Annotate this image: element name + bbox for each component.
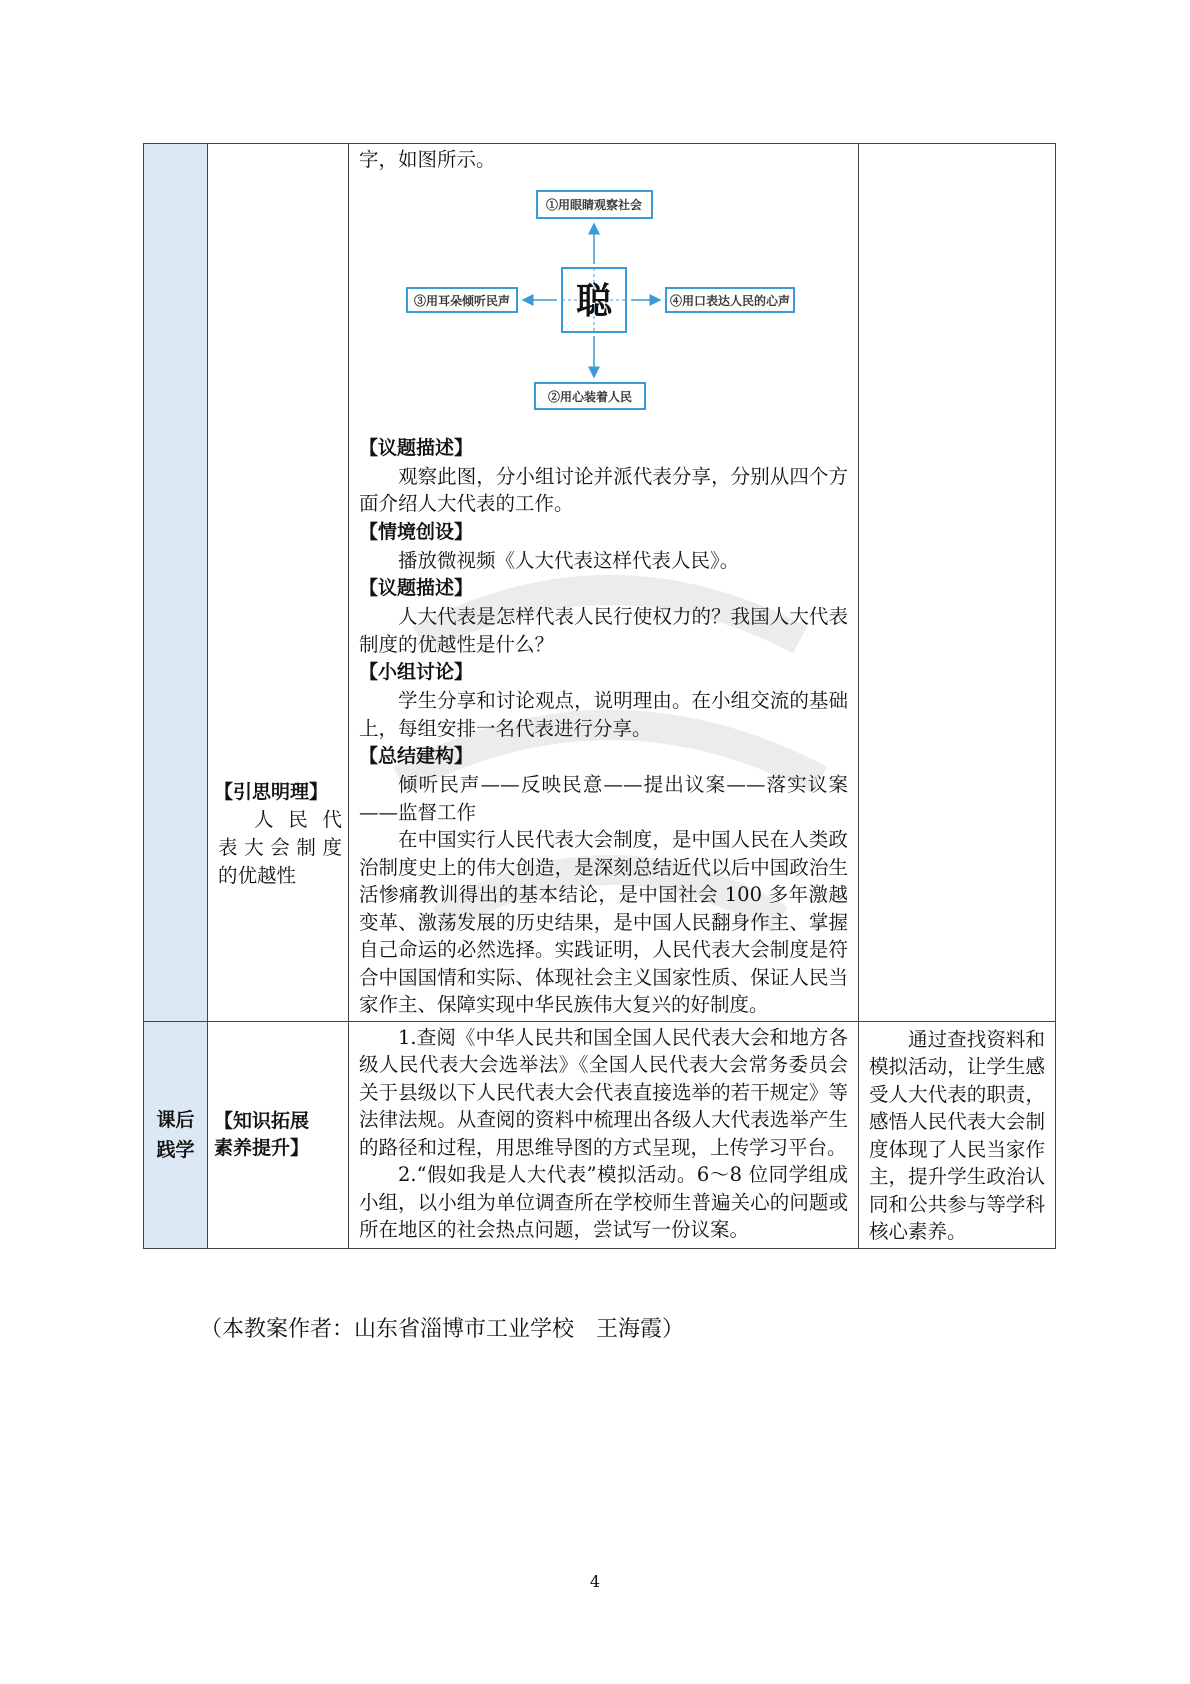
- block-text: 学生分享和讨论观点，说明理由。在小组交流的基础上，每组安排一名代表进行分享。: [359, 689, 848, 740]
- diagram-center-box: [562, 268, 626, 332]
- block-header: 【小组讨论】: [359, 661, 474, 683]
- summary-flow: 倾听民声——反映民意——提出议案——落实议案——监督工作: [359, 773, 848, 824]
- section-subtitle-line: 表大会制度: [218, 836, 342, 860]
- activity-item: 1.查阅《中华人民共和国全国人民代表大会和地方各级人民代表大会选举法》《全国人民代表大会常务委员会关于县级以下人民代表大会代表直接选举的若干规定》等法律法规。从查阅的资料中梳理出各级人大代表选举产生的路径和过程，用思维导图的方式呈现，上传学习平台。: [359, 1025, 848, 1159]
- block-header: 【议题描述】: [359, 577, 474, 599]
- diagram-right-box: [666, 288, 794, 312]
- intro-text: 字，如图所示。: [359, 148, 496, 171]
- svg-text:聪: 聪: [575, 279, 613, 322]
- block-header: 【情境创设】: [359, 520, 474, 543]
- notes-cell-top: [859, 144, 1056, 1022]
- svg-text:④用口表达人民的心声: ④用口表达人民的心声: [669, 293, 791, 308]
- section-cell-top: [208, 144, 349, 1022]
- stage-label: 课后践学: [156, 1108, 195, 1161]
- row-yinsi-mingli: [144, 144, 1056, 1022]
- page-number: 4: [589, 1572, 601, 1591]
- stage-cell-after: [144, 1021, 208, 1248]
- diagram-bottom-box: [535, 383, 645, 409]
- svg-text:②用心装着人民: ②用心装着人民: [547, 389, 633, 404]
- summary-paragraph: 在中国实行人民代表大会制度，是中国人民在人类政治制度史上的伟大创造，是深刻总结近代以后中国政治生活惨痛教训得出的基本结论，是中国社会 100 多年激越变革、激荡发展的历史结果，是中国人民翻身作主、掌握自己命运的必然选择。实践证明，人民代表大会制度是符合中国国情和实际、体现社会主义国家性质、保证人民当家作主、保障实现中华民族伟大复兴的好制度。: [359, 828, 848, 1016]
- cong-diagram: [359, 176, 849, 434]
- content-cell-top: [349, 144, 859, 1022]
- block-text: 观察此图，分小组讨论并派代表分享，分别从四个方面介绍人大代表的工作。: [359, 464, 848, 515]
- activity-item: 2.“假如我是人大代表”模拟活动。6～8 位同学组成小组，以小组为单位调查所在学校师生普遍关心的问题或所在地区的社会热点问题，尝试写一份议案。: [359, 1163, 848, 1241]
- svg-text:①用眼睛观察社会: ①用眼睛观察社会: [545, 197, 643, 212]
- stage-cell-top: [144, 144, 208, 1022]
- section-subtitle-line: 的优越性: [218, 864, 297, 888]
- notes-cell-after: [859, 1021, 1056, 1248]
- author-credit: （本教案作者：山东省淄博市工业学校 王海霞）: [200, 1317, 685, 1342]
- block-text: 播放微视频《人大代表这样代表人民》。: [398, 548, 740, 572]
- summary-header: 【总结建构】: [359, 745, 474, 767]
- section-title: 【引思明理】: [214, 781, 329, 804]
- block-header: 【议题描述】: [359, 436, 474, 459]
- lesson-plan-table: [143, 143, 1056, 1249]
- section-title-line: 素养提升】: [214, 1136, 310, 1159]
- diagram-left-box: [407, 288, 517, 312]
- content-cell-after: [349, 1021, 859, 1248]
- design-intent-text: 通过查找资料和模拟活动，让学生感受人大代表的职责，感悟人民代表大会制度体现了人民当家作主，提升学生政治认同和公共参与等学科核心素养。: [869, 1027, 1045, 1243]
- section-cell-after: [208, 1021, 349, 1248]
- block-text: 人大代表是怎样代表人民行使权力的？我国人大代表制度的优越性是什么？: [359, 605, 848, 656]
- svg-text:③用耳朵倾听民声: ③用耳朵倾听民声: [413, 293, 511, 308]
- row-after-class: [144, 1021, 1056, 1248]
- diagram-top-box: [537, 191, 652, 218]
- section-title-line: 【知识拓展: [214, 1109, 310, 1132]
- section-subtitle-line: 人民代: [254, 808, 342, 832]
